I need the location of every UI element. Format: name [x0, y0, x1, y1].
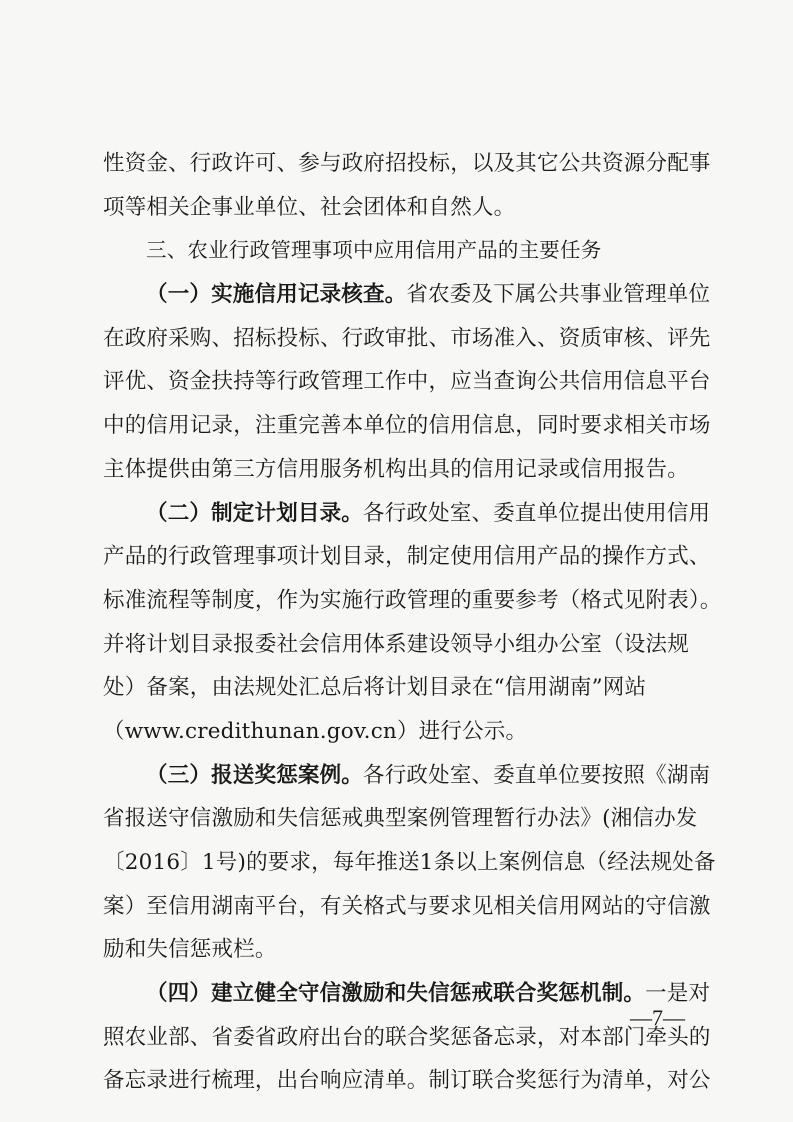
- text-line: 主体提供由第三方信用服务机构出具的信用记录或信用报告。: [103, 456, 689, 482]
- subsection-heading: （一）实施信用记录核查。: [146, 282, 407, 308]
- text-line: 评优、资金扶持等行政管理工作中，应当查询公共信用信息平台: [103, 369, 711, 395]
- text-line: 并将计划目录报委社会信用体系建设领导小组办公室（设法规: [103, 631, 689, 657]
- text-line: 产品的行政管理事项计划目录，制定使用信用产品的操作方式、: [103, 544, 711, 570]
- paragraph-start: [103, 273, 711, 317]
- paragraph-start: [103, 492, 711, 536]
- subsection-heading: （三）报送奖惩案例。: [146, 762, 364, 788]
- text-line: （www.credithunan.gov.cn）进行公示。: [103, 718, 528, 744]
- text-span: 一是对: [645, 981, 711, 1007]
- body-text: [103, 142, 722, 1103]
- subsection-heading: （二）制定计划目录。: [146, 500, 364, 526]
- text-line: 处）备案，由法规处汇总后将计划目录在“信用湖南”网站: [103, 675, 647, 701]
- paragraph-start: [103, 754, 711, 798]
- text-line: 照农业部、省委省政府出台的联合奖惩备忘录，对本部门牵头的: [103, 1024, 711, 1050]
- text-span: 省农委及下属公共事业管理单位: [406, 282, 711, 308]
- text-line: 标准流程等制度，作为实施行政管理的重要参考（格式见附表）。: [103, 587, 722, 613]
- text-line: 〔2016〕1号)的要求，每年推送1条以上案例信息（经法规处备: [103, 850, 716, 875]
- paragraph-start: [103, 972, 711, 1016]
- page-number: —7—: [630, 1005, 685, 1030]
- text-line: 在政府采购、招标投标、行政审批、市场准入、资质审核、评先: [103, 325, 711, 351]
- text-line: 备忘录进行梳理，出台响应清单。制订联合奖惩行为清单，对公: [103, 1068, 711, 1094]
- section-heading: 三、农业行政管理事项中应用信用产品的主要任务: [146, 238, 602, 263]
- text-line: 励和失信惩戒栏。: [103, 937, 277, 963]
- text-line: 中的信用记录，注重完善本单位的信用信息，同时要求相关市场: [103, 413, 711, 439]
- text-line: 项等相关企事业单位、社会团体和自然人。: [103, 194, 516, 220]
- subsection-heading: （四）建立健全守信激励和失信惩戒联合奖惩机制。: [146, 981, 646, 1007]
- text-span: 各行政处室、委直单位提出使用信用: [363, 500, 711, 526]
- text-line: 案）至信用湖南平台，有关格式与要求见相关信用网站的守信激: [103, 893, 711, 919]
- text-line: 性资金、行政许可、参与政府招投标，以及其它公共资源分配事: [103, 151, 711, 176]
- text-line: 省报送守信激励和失信惩戒典型案例管理暂行办法》(湘信办发: [103, 806, 698, 832]
- text-span: 各行政处室、委直单位要按照《湖南: [363, 762, 711, 788]
